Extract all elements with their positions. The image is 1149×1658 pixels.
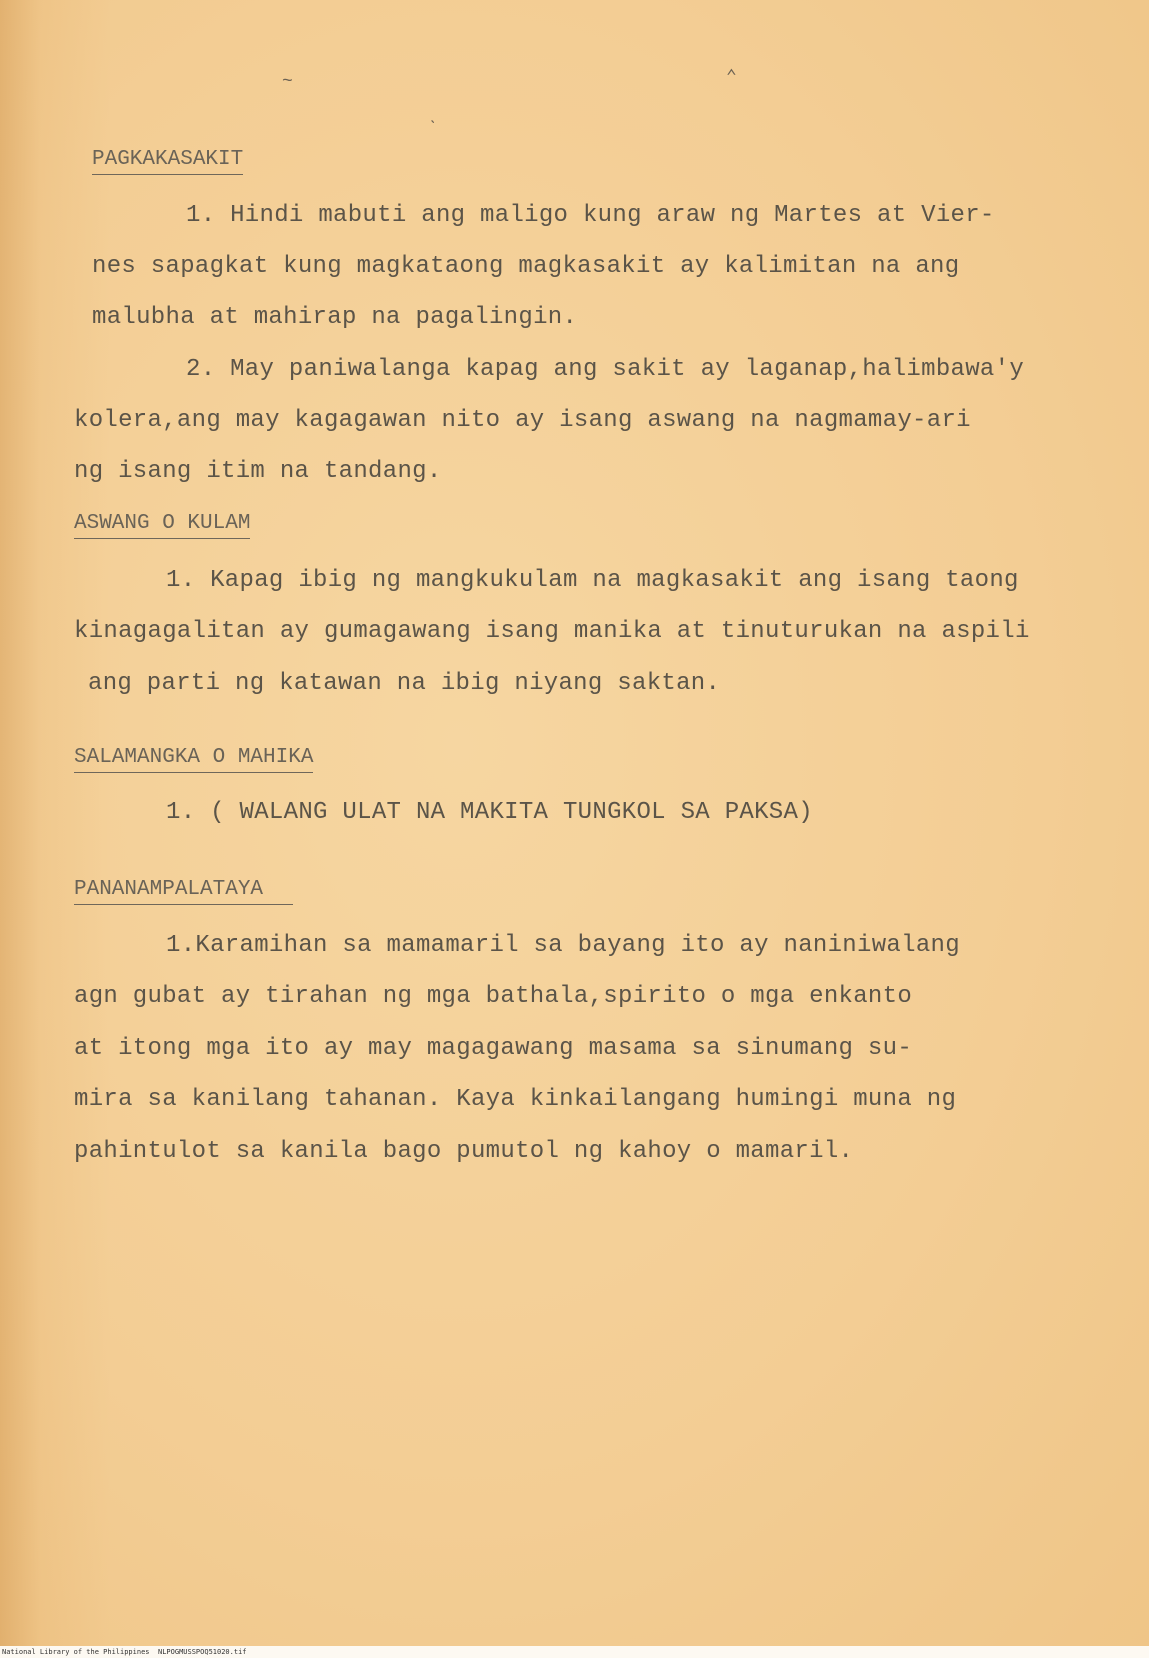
text-line: 1. ( WALANG ULAT NA MAKITA TUNGKOL SA PAKSA) (166, 799, 813, 826)
text-line: mira sa kanilang tahanan. Kaya kinkailangang humingi muna ng (74, 1086, 957, 1113)
stray-mark: ⌃ (726, 68, 737, 88)
text-line: agn gubat ay tirahan ng mga bathala,spirito o mga enkanto (74, 983, 913, 1010)
text-line: 2. May paniwalanga kapag ang sakit ay laganap,halimbawa'y (186, 356, 1025, 383)
heading-aswang-o-kulam: ASWANG O KULAM (74, 512, 250, 539)
text-line: 1.Karamihan sa mamamaril sa bayang ito ay naniniwalang (166, 932, 960, 959)
heading-pananampalataya: PANANAMPALATAYA (74, 878, 293, 905)
text-line: kolera,ang may kagagawan nito ay isang aswang na nagmamay-ari (74, 407, 971, 434)
text-line: ng isang itim na tandang. (74, 458, 442, 485)
text-line: malubha at mahirap na pagalingin. (92, 304, 578, 331)
text-line: 1. Hindi mabuti ang maligo kung araw ng Martes at Vier- (186, 202, 995, 229)
text-line: at itong mga ito ay may magagawang masama sa sinumang su- (74, 1035, 913, 1062)
footer-library: National Library of the Philippines (2, 1648, 150, 1656)
text-line: ang parti ng katawan na ibig niyang saktan. (88, 670, 721, 697)
heading-salamangka-o-mahika: SALAMANGKA O MAHIKA (74, 746, 313, 773)
text-line: pahintulot sa kanila bago pumutol ng kahoy o mamaril. (74, 1138, 854, 1165)
heading-pagkakasakit: PAGKAKASAKIT (92, 148, 243, 175)
text-line: kinagagalitan ay gumagawang isang manika at tinuturukan na aspili (74, 618, 1030, 645)
text-line: nes sapagkat kung magkataong magkasakit ay kalimitan na ang (92, 253, 960, 280)
stray-mark: ~ (282, 72, 293, 92)
stray-mark: ˋ (428, 120, 439, 140)
footer-file: NLPOGMUSSPOQ51020.tif (158, 1648, 247, 1656)
archive-footer (0, 1646, 1149, 1658)
text-line: 1. Kapag ibig ng mangkukulam na magkasakit ang isang taong (166, 567, 1019, 594)
